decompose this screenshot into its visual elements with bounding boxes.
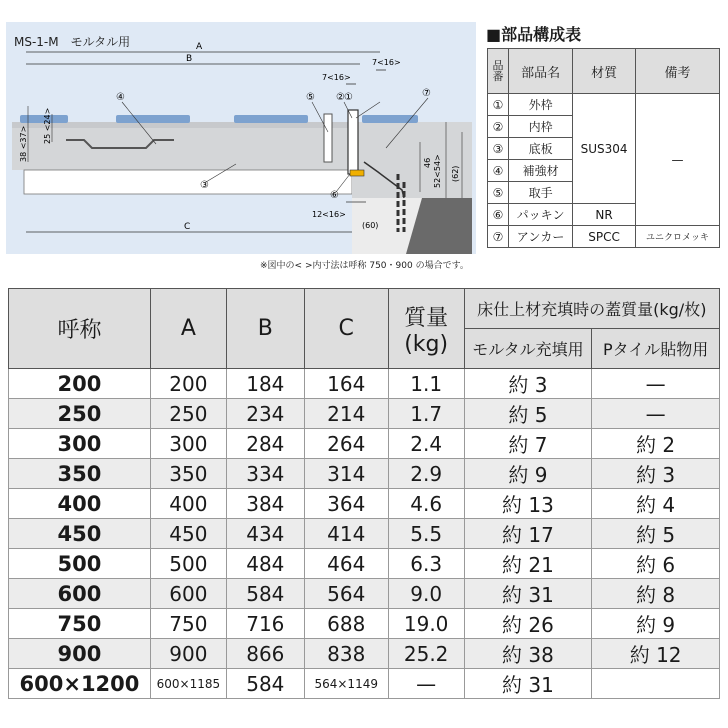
part-name: 底板: [509, 138, 573, 160]
cell-c: 688: [304, 609, 388, 639]
cell-name: 500: [9, 549, 151, 579]
tile: [116, 115, 190, 123]
table-row: [9, 609, 720, 639]
part-remark: —: [636, 94, 720, 226]
cell-mortar: 約 26: [464, 609, 592, 639]
parts-header-material: 材質: [573, 49, 636, 94]
dim-38-37: 38 <37>: [19, 125, 28, 162]
right-slab: [352, 122, 472, 198]
frame: [348, 110, 358, 174]
handle: [324, 114, 332, 162]
cell-name: 350: [9, 459, 151, 489]
cell-b: 384: [226, 489, 304, 519]
cell-c: 564×1149: [304, 669, 388, 699]
cell-ptile: 約 2: [592, 429, 720, 459]
cell-mortar: 約 17: [464, 519, 592, 549]
cell-a: 250: [150, 399, 226, 429]
model-label: MS-1-M モルタル用: [14, 35, 131, 49]
cell-mortar: 約 31: [464, 579, 592, 609]
cell-ptile: [592, 669, 720, 699]
cell-mass: 25.2: [388, 639, 464, 669]
cell-c: 464: [304, 549, 388, 579]
table-row: [9, 429, 720, 459]
cell-mass: 9.0: [388, 579, 464, 609]
part-material: NR: [573, 204, 636, 226]
cell-b: 716: [226, 609, 304, 639]
cell-b: 284: [226, 429, 304, 459]
header-mass-unit: (kg): [404, 331, 449, 357]
table-row: [9, 579, 720, 609]
drawing-svg: [6, 22, 476, 254]
cell-a: 200: [150, 369, 226, 399]
callout-1: ①: [344, 92, 353, 103]
cell-a: 500: [150, 549, 226, 579]
part-remark: ユニクロメッキ: [636, 226, 720, 248]
cell-c: 564: [304, 579, 388, 609]
cell-b: 584: [226, 579, 304, 609]
cross-section-drawing: [6, 22, 476, 254]
parts-row: [488, 94, 720, 116]
cell-mass: 2.9: [388, 459, 464, 489]
part-name: 取手: [509, 182, 573, 204]
tile: [362, 115, 418, 123]
dimension-note: ※図中の< >内寸法は呼称 750・900 の場合です。: [260, 261, 469, 271]
cell-b: 184: [226, 369, 304, 399]
parts-table-title: ■部品構成表: [486, 25, 582, 44]
dim-7-16-a: 7<16>: [322, 73, 351, 82]
cell-c: 164: [304, 369, 388, 399]
dim-c: C: [184, 222, 191, 232]
part-name: 補強材: [509, 160, 573, 182]
cell-a: 750: [150, 609, 226, 639]
part-name: パッキン: [509, 204, 573, 226]
cell-mortar: 約 5: [464, 399, 592, 429]
cell-c: 264: [304, 429, 388, 459]
header-ptile: Pタイル貼物用: [592, 329, 720, 369]
parts-row: [488, 226, 720, 248]
cell-mortar: 約 38: [464, 639, 592, 669]
table-row: [9, 519, 720, 549]
cell-name: 200: [9, 369, 151, 399]
cell-name: 750: [9, 609, 151, 639]
cell-b: 866: [226, 639, 304, 669]
parts-header-remark: 備考: [636, 49, 720, 94]
part-no: ④: [488, 160, 509, 182]
callout-2: ②: [336, 92, 345, 103]
header-mass-label: 質量: [404, 305, 449, 331]
cell-mortar: 約 21: [464, 549, 592, 579]
part-name: 外枠: [509, 94, 573, 116]
parts-header-name: 部品名: [509, 49, 573, 94]
part-no: ②: [488, 116, 509, 138]
cell-mass: 19.0: [388, 609, 464, 639]
cell-ptile: —: [592, 399, 720, 429]
cell-ptile: 約 5: [592, 519, 720, 549]
cell-a: 900: [150, 639, 226, 669]
cell-b: 584: [226, 669, 304, 699]
cell-name: 600: [9, 579, 151, 609]
callout-4: ④: [116, 92, 125, 103]
void-area: [24, 170, 352, 194]
dim-b: B: [186, 54, 193, 64]
header-mortar: モルタル充填用: [464, 329, 592, 369]
cell-b: 484: [226, 549, 304, 579]
dim-60: (60): [362, 221, 379, 230]
packing: [350, 170, 364, 176]
cell-name: 600×1200: [9, 669, 151, 699]
cell-mortar: 約 9: [464, 459, 592, 489]
cell-a: 350: [150, 459, 226, 489]
header-b: B: [226, 289, 304, 369]
cell-c: 414: [304, 519, 388, 549]
cell-mass: —: [388, 669, 464, 699]
table-row: [9, 549, 720, 579]
cell-mortar: 約 7: [464, 429, 592, 459]
cell-a: 450: [150, 519, 226, 549]
cell-a: 400: [150, 489, 226, 519]
cell-b: 334: [226, 459, 304, 489]
cell-ptile: 約 3: [592, 459, 720, 489]
dim-12-16: 12<16>: [312, 210, 346, 219]
cell-name: 400: [9, 489, 151, 519]
cell-a: 300: [150, 429, 226, 459]
dim-62: (62): [451, 165, 460, 182]
part-no: ⑦: [488, 226, 509, 248]
cell-c: 838: [304, 639, 388, 669]
cell-name: 900: [9, 639, 151, 669]
table-row: [9, 399, 720, 429]
parts-table: [487, 48, 720, 248]
dim-25-24: 25 <24>: [43, 107, 52, 144]
cell-c: 214: [304, 399, 388, 429]
cell-mortar: 約 31: [464, 669, 592, 699]
cell-b: 434: [226, 519, 304, 549]
callout-7: ⑦: [422, 88, 431, 99]
part-material: SUS304: [573, 94, 636, 204]
part-no: ③: [488, 138, 509, 160]
part-no: ⑤: [488, 182, 509, 204]
dim-52-54: 52<54>: [433, 154, 442, 188]
table-row: [9, 669, 720, 699]
cell-a: 600×1185: [150, 669, 226, 699]
part-no: ①: [488, 94, 509, 116]
header-c: C: [304, 289, 388, 369]
table-row: [9, 459, 720, 489]
cell-mass: 4.6: [388, 489, 464, 519]
header-name: 呼称: [9, 289, 151, 369]
cell-ptile: 約 4: [592, 489, 720, 519]
part-name: 内枠: [509, 116, 573, 138]
cell-ptile: 約 6: [592, 549, 720, 579]
cell-mortar: 約 3: [464, 369, 592, 399]
cell-c: 314: [304, 459, 388, 489]
dim-46: 46: [423, 157, 432, 168]
floor-slab: [12, 122, 352, 170]
cell-ptile: —: [592, 369, 720, 399]
table-row: [9, 489, 720, 519]
cell-mass: 5.5: [388, 519, 464, 549]
tile: [234, 115, 308, 123]
parts-header-no: 品番: [488, 49, 509, 94]
cell-mass: 1.7: [388, 399, 464, 429]
spec-table: [8, 288, 720, 699]
cell-mass: 1.1: [388, 369, 464, 399]
cell-mass: 2.4: [388, 429, 464, 459]
header-mass: [388, 289, 464, 369]
cell-mass: 6.3: [388, 549, 464, 579]
dim-a: A: [196, 42, 203, 52]
header-fill: 床仕上材充填時の蓋質量(kg/枚): [464, 289, 719, 329]
cell-mortar: 約 13: [464, 489, 592, 519]
cell-ptile: 約 12: [592, 639, 720, 669]
part-name: アンカー: [509, 226, 573, 248]
cell-name: 450: [9, 519, 151, 549]
part-material: SPCC: [573, 226, 636, 248]
cell-c: 364: [304, 489, 388, 519]
cell-name: 250: [9, 399, 151, 429]
header-a: A: [150, 289, 226, 369]
cell-ptile: 約 9: [592, 609, 720, 639]
table-row: [9, 369, 720, 399]
cell-a: 600: [150, 579, 226, 609]
cell-name: 300: [9, 429, 151, 459]
part-no: ⑥: [488, 204, 509, 226]
callout-6: ⑥: [330, 190, 339, 201]
cell-ptile: 約 8: [592, 579, 720, 609]
dim-7-16-b: 7<16>: [372, 58, 401, 67]
callout-5: ⑤: [306, 92, 315, 103]
cell-b: 234: [226, 399, 304, 429]
callout-3: ③: [200, 180, 209, 191]
table-row: [9, 639, 720, 669]
